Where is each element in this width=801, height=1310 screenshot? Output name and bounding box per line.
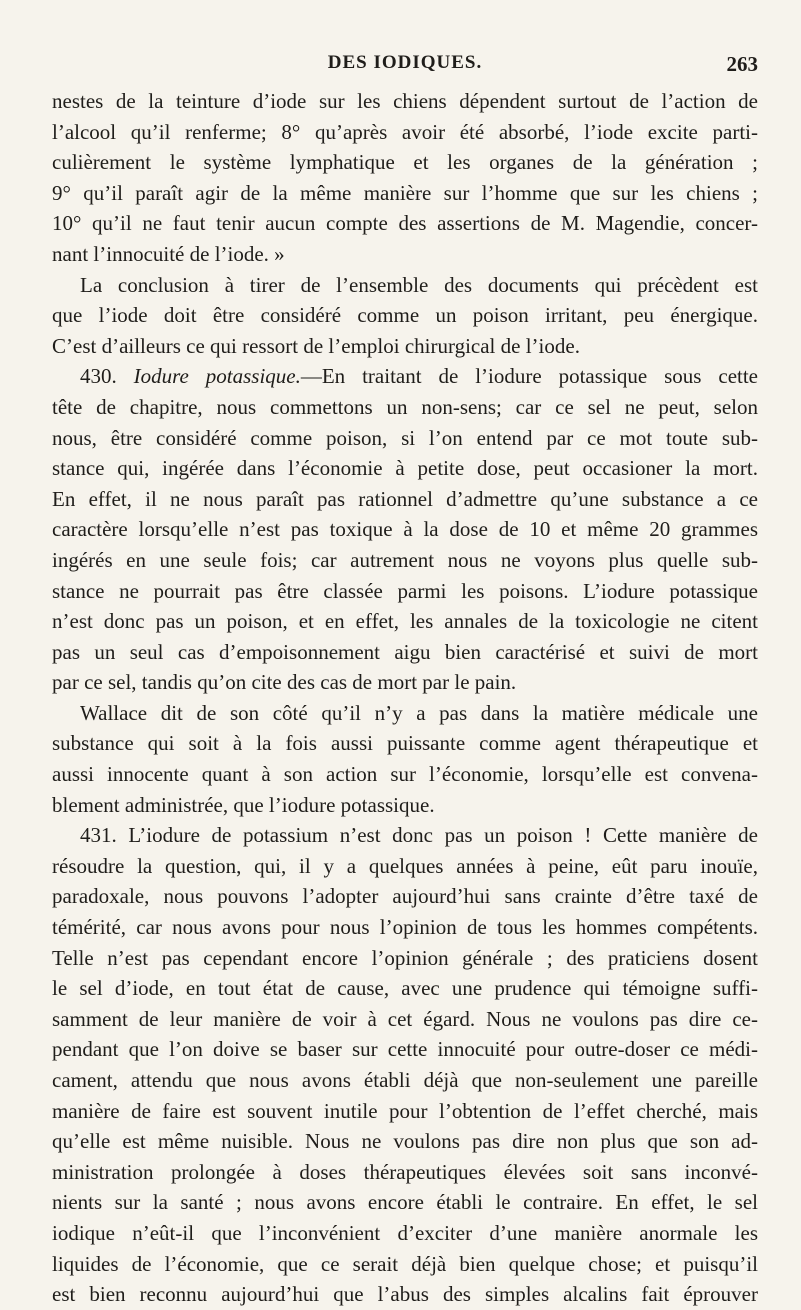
running-title: DES IODIQUES. — [327, 52, 483, 73]
text-line: nients sur la santé ; nous avons encore établi le contraire. En effet, le sel — [52, 1190, 758, 1215]
text-line: samment de leur manière de voir à cet égard. Nous ne voulons pas dire ce- — [52, 1006, 758, 1031]
text-line: nous, être considéré comme poison, si l’on entend par ce mot toute sub- — [52, 425, 758, 450]
text-line: iodique n’eût-il que l’inconvénient d’exciter d’une manière anormale les — [52, 1220, 758, 1245]
text-line: liquides de l’économie, que ce serait déjà bien quelque chose; et puisqu’il — [52, 1251, 758, 1276]
text-line: est bien reconnu aujourd’hui que l’abus des simples alcalins fait éprouver — [52, 1282, 758, 1307]
text-line: Wallace dit de son côté qu’il n’y a pas dans la matière médicale une — [80, 700, 758, 725]
text-line: nestes de la teinture d’iode sur les chiens dépendent surtout de l’action de — [52, 89, 758, 113]
text-line: l’alcool qu’il renferme; 8° qu’après avoir été absorbé, l’iode excite parti- — [52, 119, 758, 144]
text-line: nant l’innocuité de l’iode. » — [52, 241, 285, 266]
text-line: pas un seul cas d’empoisonnement aigu bien caractérisé et suivi de mort — [52, 639, 758, 664]
text-line: 10° qu’il ne faut tenir aucun compte des assertions de M. Magendie, concer- — [52, 211, 758, 236]
body-text — [52, 86, 758, 1310]
text-line: Telle n’est pas cependant encore l’opinion générale ; des praticiens dosent — [52, 945, 758, 970]
text-line: le sel d’iode, en tout état de cause, avec une prudence qui témoigne suffi- — [52, 976, 758, 1001]
text-line: cament, attendu que nous avons établi déjà que non-seulement une pareille — [52, 1068, 758, 1092]
text-line: par ce sel, tandis qu’on cite des cas de mort par le pain. — [52, 670, 517, 695]
text-line: caractère lorsqu’elle n’est pas toxique à la dose de 10 et même 20 grammes — [52, 517, 758, 542]
text-line: n’est donc pas un poison, et en effet, les annales de la toxicologie ne citent — [52, 609, 758, 634]
section-title: Iodure potassique. — [133, 364, 301, 389]
text-line: En effet, il ne nous paraît pas rationnel d’admettre qu’une substance a ce — [52, 486, 758, 511]
text-line: que l’iode doit être considéré comme un poison irritant, peu énergique. — [52, 303, 758, 328]
section-430-line — [52, 361, 758, 392]
text-line: résoudre la question, qui, il y a quelques années à peine, eût paru inouïe, — [52, 853, 758, 878]
text-line: 431. L’iodure de potassium n’est donc pas un poison ! Cette manière de — [80, 823, 758, 848]
text-line: stance qui, ingérée dans l’économie à petite dose, peut occasioner la mort. — [52, 456, 758, 481]
text-line: stance ne pourrait pas être classée parmi les poisons. L’iodure potassique — [52, 578, 758, 603]
text-line: culièrement le système lymphatique et les organes de la génération ; — [52, 150, 758, 175]
text-line: blement administrée, que l’iodure potassique. — [52, 792, 435, 817]
text-line: La conclusion à tirer de l’ensemble des documents qui précèdent est — [80, 272, 758, 297]
text-line: substance qui soit à la fois aussi puissante comme agent thérapeutique et — [52, 731, 758, 756]
text-line: tête de chapitre, nous commettons un non-sens; car ce sel ne peut, selon — [52, 394, 758, 419]
text-line: pendant que l’on doive se baser sur cette innocuité pour outre-doser ce médi- — [52, 1037, 758, 1062]
text-line: ministration prolongée à doses thérapeutiques élevées soit sans inconvé- — [52, 1159, 758, 1184]
text-line: C’est d’ailleurs ce qui ressort de l’emploi chirurgical de l’iode. — [52, 333, 580, 358]
text-line: manière de faire est souvent inutile pour l’obtention de l’effet cherché, mais — [52, 1098, 758, 1123]
text-line: 9° qu’il paraît agir de la même manière sur l’homme que sur les chiens ; — [52, 180, 758, 205]
section-text: —En traitant de l’iodure potassique sous cette — [300, 364, 759, 389]
text-line: qu’elle est même nuisible. Nous ne voulons pas dire non plus que son ad- — [52, 1129, 758, 1154]
text-line: ingérés en une seule fois; car autrement nous ne voyons plus quelle sub- — [52, 547, 758, 572]
page-number: 263 — [726, 52, 758, 76]
text-line: témérité, car nous avons pour nous l’opinion de tous les hommes compétents. — [52, 915, 758, 940]
page-header — [52, 52, 758, 82]
section-number: 430. — [80, 364, 117, 389]
text-line: aussi innocente quant à son action sur l’économie, lorsqu’elle est convena- — [52, 762, 758, 787]
text-line: paradoxale, nous pouvons l’adopter aujourd’hui sans crainte d’être taxé de — [52, 884, 758, 909]
